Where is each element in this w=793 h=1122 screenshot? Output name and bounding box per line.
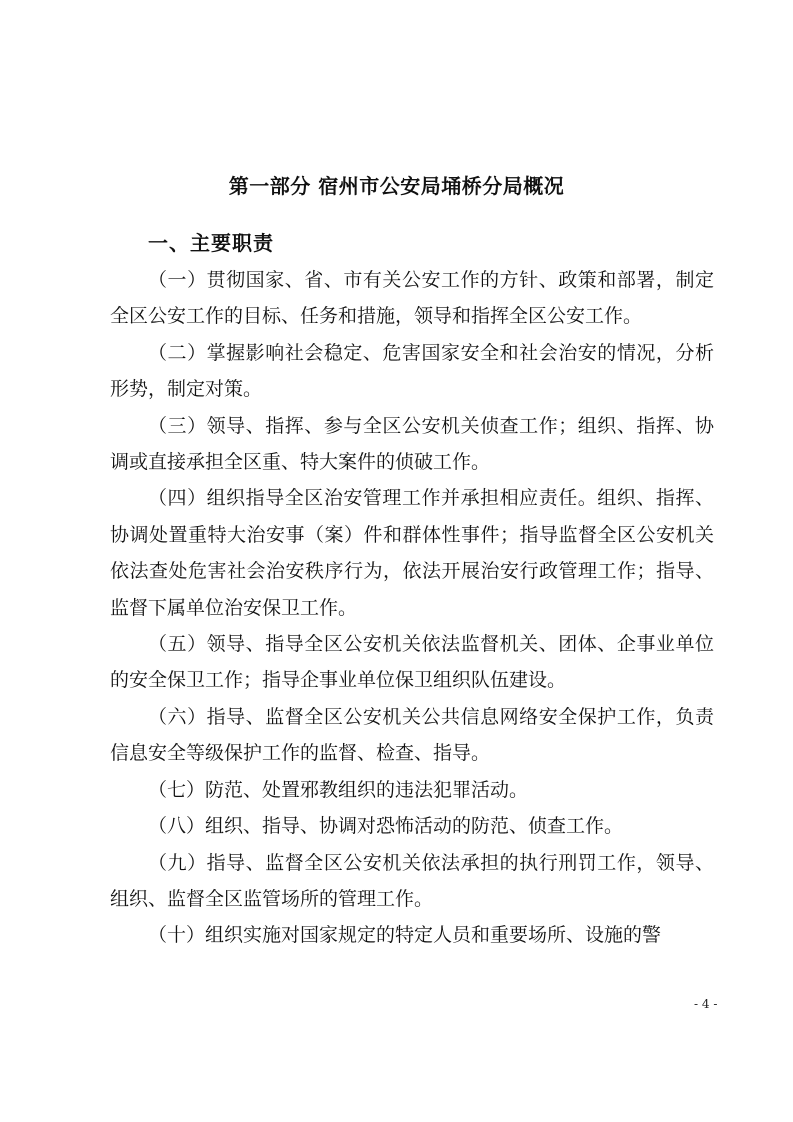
page-title: 第一部分 宿州市公安局埇桥分局概况 — [228, 174, 565, 198]
paragraph-2: （二）掌握影响社会稳定、危害国家安全和社会治安的情况，分析形势，制定对策。 — [110, 341, 714, 401]
section-heading: 一、主要职责 — [148, 231, 274, 255]
page-number: - 4 - — [694, 997, 718, 1011]
paragraph-3: （三）领导、指挥、参与全区公安机关侦查工作；组织、指挥、协调或直接承担全区重、特大案件的侦破工作。 — [110, 414, 714, 474]
paragraph-8: （八）组织、指导、协调对恐怖活动的防范、侦查工作。 — [148, 815, 624, 838]
paragraph-4: （四）组织指导全区治安管理工作并承担相应责任。组织、指挥、协调处置重特大治安事（案）件和群体性事件；指导监督全区公安机关依法查处危害社会治安秩序行为，依法开展治安行政管理工作；指导、监督下属单位治安保卫工作。 — [110, 487, 714, 619]
paragraph-1: （一）贯彻国家、省、市有关公安工作的方针、政策和部署，制定全区公安工作的目标、任务和措施，领导和指挥全区公安工作。 — [110, 269, 714, 328]
paragraph-10: （十）组织实施对国家规定的特定人员和重要场所、设施的警 — [148, 924, 662, 947]
body-text — [110, 262, 714, 954]
paragraph-9: （九）指导、监督全区公安机关依法承担的执行刑罚工作，领导、组织、监督全区监管场所的管理工作。 — [110, 851, 714, 910]
paragraph-5: （五）领导、指导全区公安机关依法监督机关、团体、企事业单位的安全保卫工作；指导企事业单位保卫组织队伍建设。 — [110, 633, 714, 692]
paragraph-7: （七）防范、处置邪教组织的违法犯罪活动。 — [148, 778, 529, 801]
paragraph-6: （六）指导、监督全区公安机关公共信息网络安全保护工作，负责信息安全等级保护工作的监督、检查、指导。 — [110, 705, 714, 765]
